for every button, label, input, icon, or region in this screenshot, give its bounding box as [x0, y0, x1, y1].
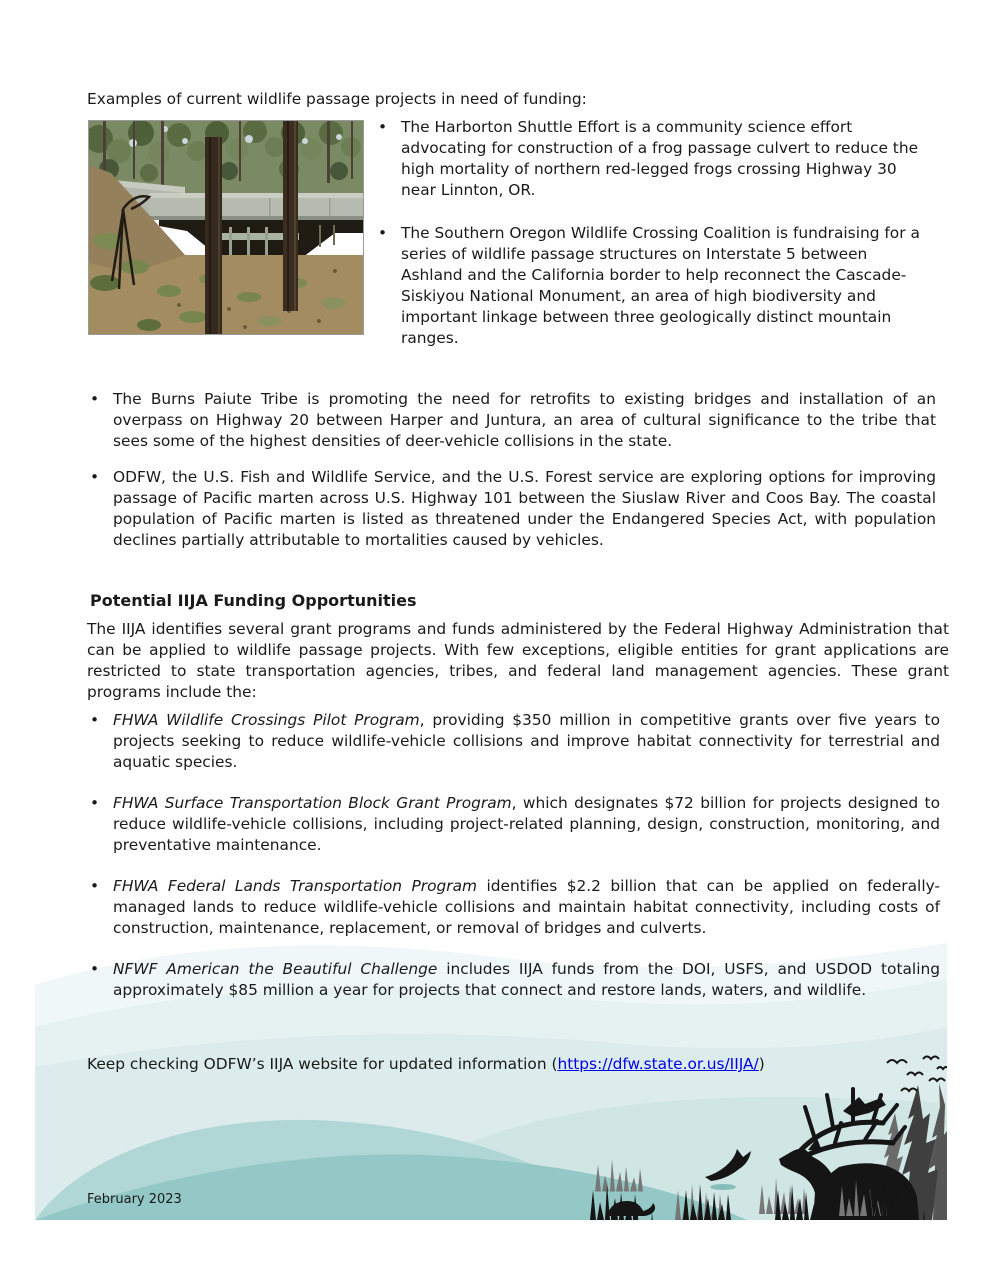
program-description: , which designates $72 billion for projects designed to reduce wildlife-vehicle collisions, including project-related planning, design, construction, monitoring, and preventative maintenance. [113, 794, 940, 854]
bullet-item [88, 876, 940, 939]
publication-date: February 2023 [87, 1192, 182, 1207]
website-note-prefix: Keep checking ODFW’s IIJA website for updated information ( [87, 1055, 558, 1073]
photo-bullet-list [376, 117, 922, 349]
website-note-suffix: ) [758, 1055, 765, 1073]
program-name: NFWF American the Beautiful Challenge [113, 960, 438, 978]
bullet-item: • The Southern Oregon Wildlife Crossing Coalition is fundraising for a series of wildlife passage structures on Interstate 5 between Ashland and the California border to help reconnect the Cascade-Siskiyou National Monument, an area of high biodiversity and important linkage between three geologically distinct mountain ranges. [376, 223, 922, 349]
program-description: identifies $2.2 billion that can be applied on federally-managed lands to reduce wildlife-vehicle collisions and maintain habitat connectivity, including costs of construction, maintenance, replacement, or removal of bridges and culverts. [113, 877, 940, 937]
funding-section-heading: Potential IIJA Funding Opportunities [90, 591, 417, 610]
funding-paragraph: The IIJA identifies several grant programs and funds administered by the Federal Highway Administration that can be applied to wildlife passage projects. With few exceptions, eligible entities for grant applications are restricted to state transportation agencies, tribes, and federal land management agencies. These grant programs include the: [87, 620, 949, 701]
bullet-item: • The Burns Paiute Tribe is promoting the need for retrofits to existing bridges and installation of an overpass on Highway 20 between Harper and Juntura, an area of cultural significance to the tribe that sees some of the highest densities of deer-vehicle collisions in the state. [88, 389, 936, 452]
bullet-item [88, 710, 940, 773]
iija-website-link[interactable]: https://dfw.state.or.us/IIJA/ [557, 1055, 759, 1073]
program-name: FHWA Wildlife Crossings Pilot Program [113, 711, 420, 729]
program-name: FHWA Surface Transportation Block Grant Program [113, 794, 512, 812]
statewide-bullet-list [88, 389, 936, 551]
intro-heading: Examples of current wildlife passage projects in need of funding: [87, 90, 587, 108]
grant-programs-list [88, 710, 940, 1001]
underpass-opening [159, 220, 363, 257]
bullet-item: • ODFW, the U.S. Fish and Wildlife Service, and the U.S. Forest service are exploring options for improving passage of Pacific marten across U.S. Highway 101 between the Siuslaw River and Coos Bay. The coastal population of Pacific marten is listed as threatened under the Endangered Species Act, with population declines partially attributable to mortalities caused by vehicles. [88, 467, 936, 551]
bullet-item [88, 793, 940, 856]
bullet-item: • The Harborton Shuttle Effort is a community science effort advocating for construction of a frog passage culvert to reduce the high mortality of northern red-legged frogs crossing Highway 30 near Linnton, OR. [376, 117, 922, 201]
underpass-photo-art [89, 121, 363, 334]
program-description: , providing $350 million in competitive grants over five years to projects seeking to reduce wildlife-vehicle collisions and improve habitat connectivity for terrestrial and aquatic species. [113, 711, 940, 771]
bullet-item [88, 959, 940, 1001]
website-note [87, 1054, 967, 1075]
wildlife-underpass-photo [88, 120, 364, 335]
program-name: FHWA Federal Lands Transportation Program [113, 877, 478, 895]
program-description: includes IIJA funds from the DOI, USFS, and USDOD totaling approximately $85 million a year for projects that connect and restore lands, waters, and wildlife. [113, 960, 941, 999]
